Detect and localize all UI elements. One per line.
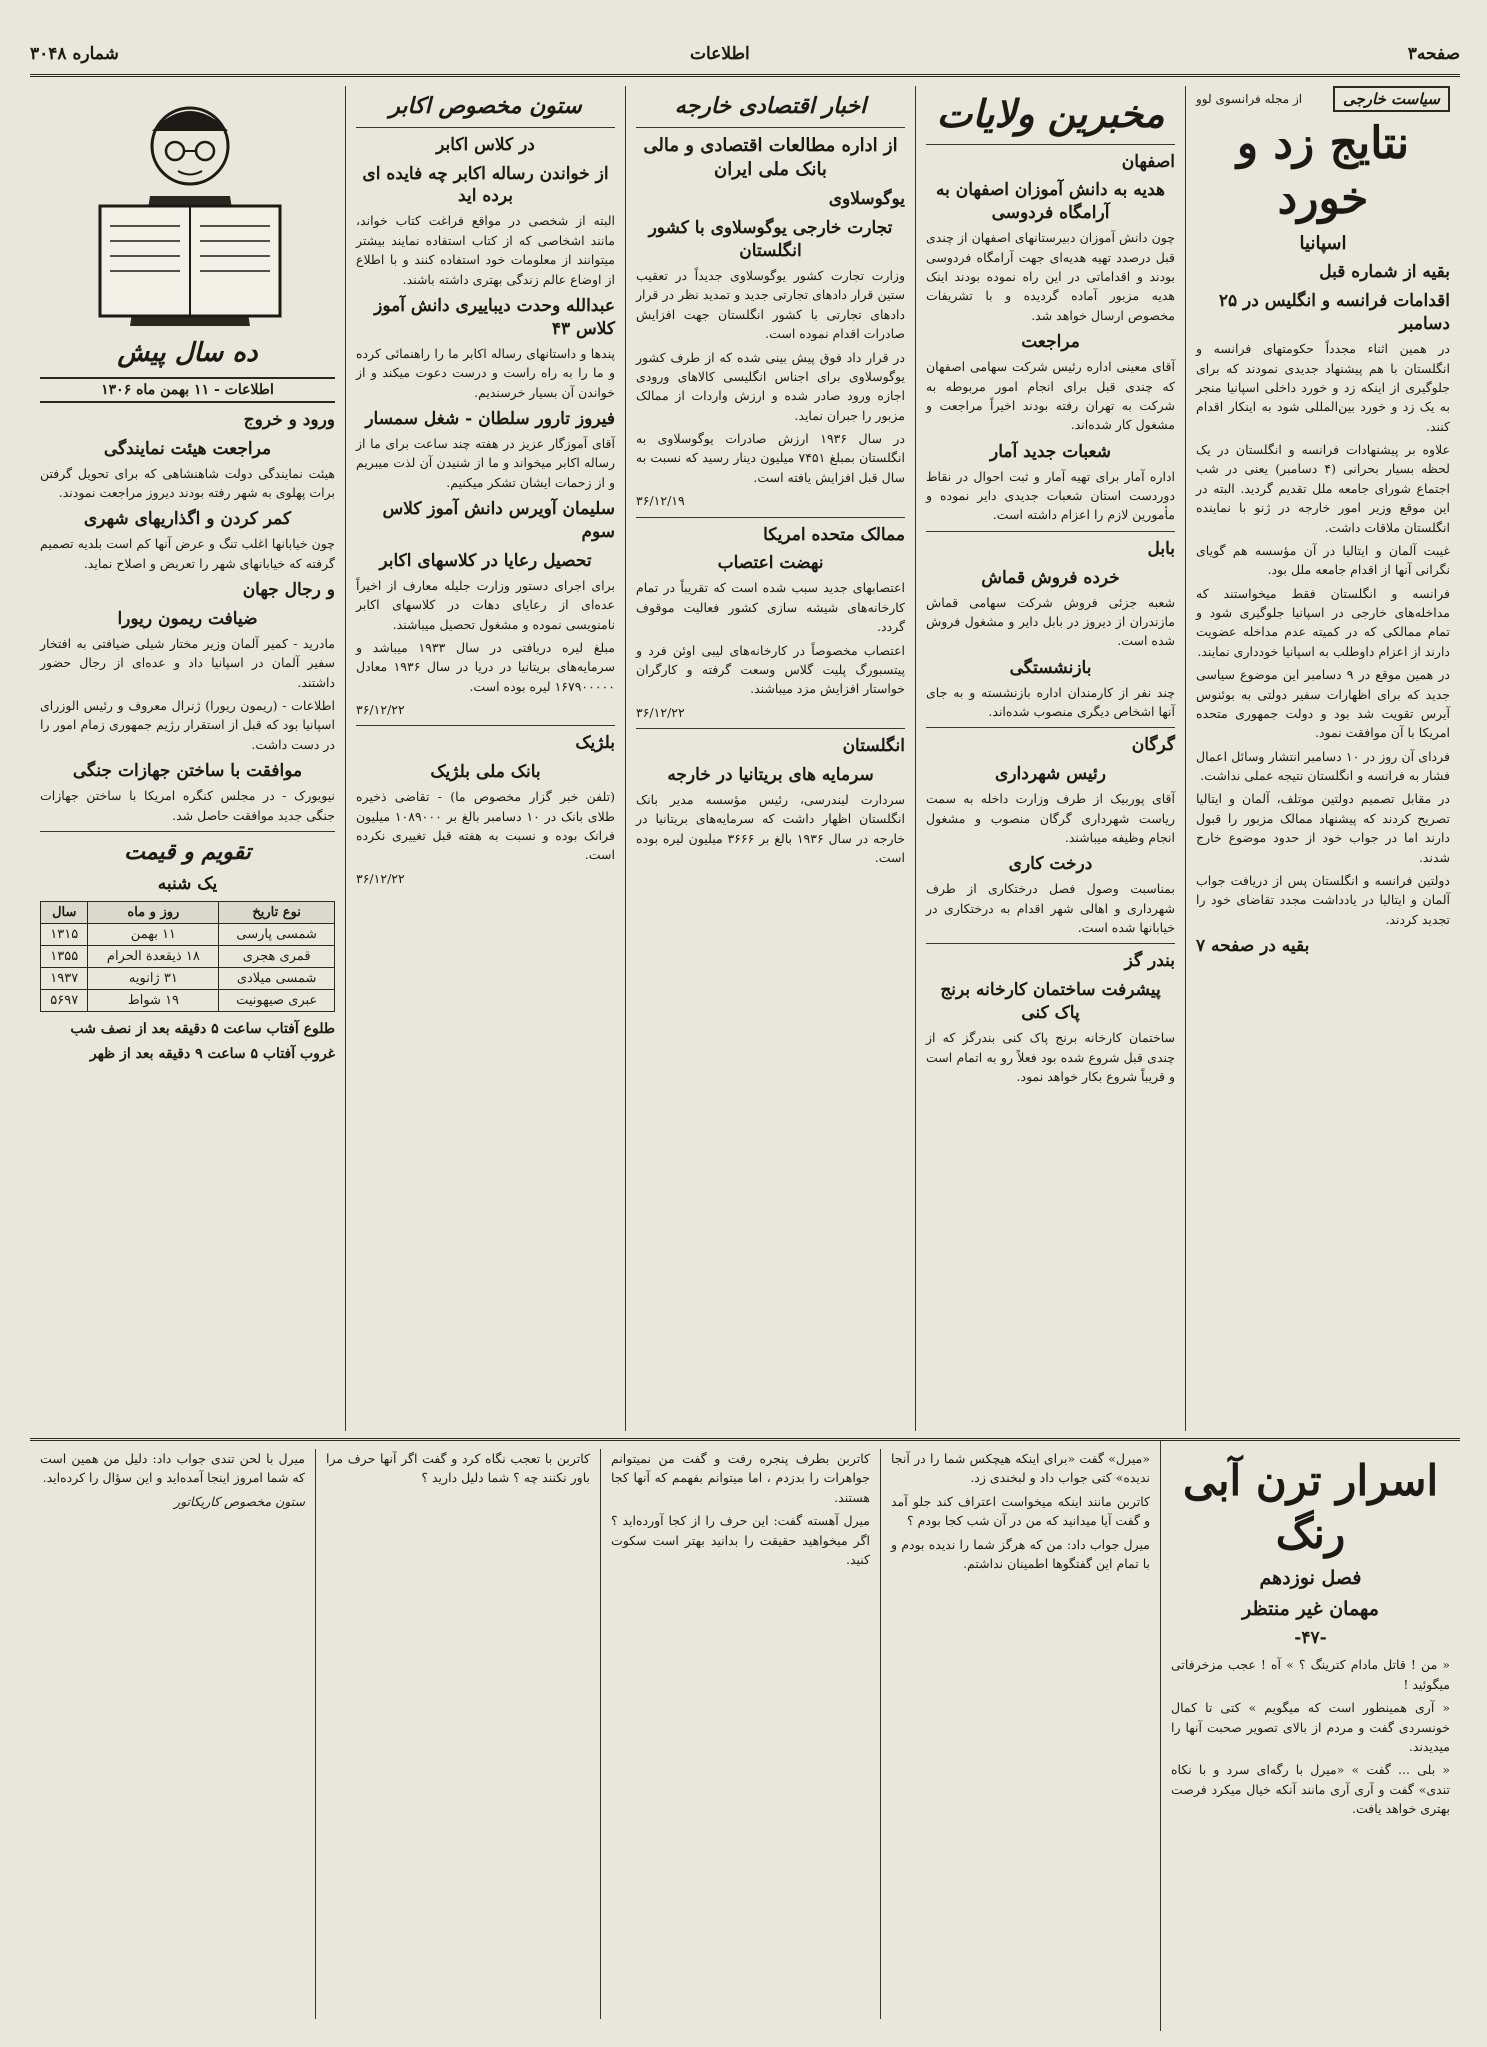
continued-note: بقیه از شماره قبل	[1319, 262, 1450, 283]
city-label: بابل	[1147, 538, 1175, 559]
paragraph: نیویورک - در مجلس کنگره امریکا با ساختن جهازات جنگی جدید موافقت حاصل شد.	[40, 788, 335, 823]
paragraph: پندها و داستانهای رساله اکابر ما را راهنمائی کرده و ما را به راه راست و درست دعوت میکند و از خواندن آن بسیار خرسندیم.	[356, 345, 615, 400]
page-number: صفحه۳	[1407, 44, 1460, 64]
table-cell: عبری صیهونیت	[219, 990, 335, 1012]
weekday: یک شنبه	[157, 873, 218, 894]
table-cell: ۳۱ ژانویه	[88, 968, 219, 990]
city-label: بندر گز	[1124, 951, 1175, 972]
paragraph: میرل جواب داد: من که هرگز شما را ندیده بودم و با تمام این گفتگوها اطمینان نداشتم.	[891, 1536, 1150, 1571]
paragraph: فرانسه و انگلستان فقط میخواستند که مداخله‌های خارجی در اسپانیا جلوگیری شود و تمام ممالکی که در کمیته عدم مداخله عضویت دارند از اعزام داوطلب به اسپانیا خودداری نمایند.	[1196, 585, 1450, 659]
paragraph: فردای آن روز در ۱۰ دسامبر انتشار وسائل اعمال فشار به فرانسه و انگلستان نتیجه عملی نداشت.	[1196, 748, 1450, 784]
paragraph: بمناسبت وصول فصل درختکاری از طرف شهرداری و اهالی شهر اقدام به درختکاری در خیابانها شده است.	[926, 881, 1175, 936]
column-provinces	[915, 86, 1185, 1431]
table-header: سال	[41, 902, 88, 924]
table-cell: ۱۸ ذیقعدة الحرام	[88, 946, 219, 968]
paragraph: ساختمان کارخانه برنج پاک کنی بندرگز که از چندی قبل شروع شده بود فعلاً رو به اتمام است و قریباً شروع بکار خواهد نمود.	[926, 1030, 1175, 1084]
paragraph: (تلفن خبر گزار مخصوص ما) - تقاضی ذخیره طلای بانک در ۱۰ دسامبر بالغ بر ۱۰۸۹۰۰۰ میلیون فرانک بوده و نسبت به هفته قبل تغییری نکرده است.	[356, 789, 615, 863]
source-note: از مجله فرانسوی لوو	[1196, 92, 1303, 106]
paragraph: کاتربن مانند اینکه میخواست اعتراف کند جلو آمد و گفت آیا میدانید که من در آن شب کجا بودم ؟	[891, 1493, 1150, 1529]
city-label: اصفهان	[1121, 151, 1175, 172]
paragraph: « بلی ... گفت » «میرل با رگه‌ای سرد و با نکاه تندی» گفت و آری آری مانند آنکه خیال میکرد فرصت بهتری خواهد یافت.	[1171, 1762, 1450, 1817]
paper-name: اطلاعات	[690, 44, 750, 64]
city-label: گرگان	[1131, 735, 1175, 756]
subheadline: اسپانیا	[1299, 233, 1347, 254]
paragraph: میرل با لحن تندی جواب داد: دلیل من همین است که شما امروز اینجا آمده‌اید و این سؤال را کرده‌اید.	[40, 1451, 305, 1486]
table-cell: ۵۶۹۷	[41, 990, 88, 1012]
paragraph: در همین اثناء مجدداً حکومتهای فرانسه و انگلستان با هم پیشنهاد جدیدی نمودند که برای جلوگیری از اینکه زد و خورد داخلی اسپانیا منجر به یک زد و خورد بین‌المللی شود به اینکار اقدام کنند.	[1196, 341, 1450, 434]
installment-number: -۴۷-	[1294, 1628, 1327, 1649]
article-heading: درخت کاری	[1008, 854, 1093, 875]
sunrise-time: طلوع آفتاب ساعت ۵ دقیقه بعد از نصف شب	[70, 1021, 335, 1038]
paragraph: آقای معینی اداره رئیس شرکت سهامی اصفهان که چندی قبل برای انجام امور مربوطه به شرکت به تهران رفته بودند اخیراً مراجعت و مشغول کار شده‌اند.	[926, 359, 1175, 433]
paragraph: غیبت آلمان و ایتالیا در آن مؤسسه هم گویای نگرانی آنها از اقدام جامعه ملل بود.	[1196, 542, 1450, 578]
paragraph: مبلغ لیره دریافتی در سال ۱۹۳۳ میباشد و سرمایه‌های بریتانیا در دریا در سال ۱۹۳۶ معادل ۱۶۷۹۰۰۰۰۰ لیره بوده است.	[356, 639, 615, 694]
article-heading: کمر کردن و اگذاریهای شهری	[83, 509, 292, 530]
dateline: ۳۶/۱۲/۱۹	[636, 493, 685, 509]
calendar-title: تقویم و قیمت	[124, 838, 251, 865]
country-label: ممالک متحده امریکا	[763, 524, 905, 545]
table-cell: ۱۳۵۵	[41, 946, 88, 968]
paragraph: در سال ۱۹۳۶ ارزش صادرات یوگوسلاوی به انگلستان بمبلغ ۷۴۵۱ میلیون دینار رسید که نسبت به سال قبل افزایش یافته است.	[636, 431, 905, 485]
paragraph: « من ! قاتل مادام کترینگ ؟ » آه ! عجب مزخرفاتی میگوئید !	[1171, 1657, 1450, 1692]
signature: عبدالله وحدت دیباییری دانش آموز کلاس ۴۳	[374, 295, 615, 339]
paragraph: آقای پوربیک از طرف وزارت داخله به سمت ریاست شهرداری گرگان منصوب و مشغول انجام وظیفه میباشند.	[926, 791, 1175, 845]
paragraph: کاتربن با تعجب نگاه کرد و گفت اگر آنها حرف مرا باور نکنند چه ؟ شما دلیل دارید ؟	[326, 1451, 590, 1486]
article-heading: خرده فروش قماش	[981, 567, 1120, 588]
paragraph: در مقابل تصمیم دولتین موتلف، آلمان و ایتالیا تصریح کردند که پیشنهاد ممالک مزبور را قبول دارند اما در جواب خود از حدود موضوع خارج شدند.	[1196, 791, 1450, 865]
paragraph: برای اجرای دستور وزارت جلیله معارف از اخیراً عده‌ای از رعایای دهات در کلاسهای اکابر نامنویسی نموده و مشغول تحصیل میباشند.	[356, 577, 615, 632]
column-title: اخبار اقتصادی خارجه	[674, 93, 867, 119]
table-cell: قمری هجری	[219, 946, 335, 968]
table-row	[41, 968, 335, 990]
serial-story-section	[30, 1438, 1460, 2031]
paragraph: مادرید - کمیر آلمان وزیر مختار شیلی ضیافتی به افتخار سفیر آلمان در اسپانیا داد و عده‌ای از رجال حضور داشتند.	[40, 635, 335, 690]
paragraph: هیئت نمایندگی دولت شاهنشاهی که برای تحویل گرفتن برات پهلوی به شهر رفته بودند دیروز مراجعت نمودند.	[40, 465, 335, 501]
section-label: و رجال جهان	[242, 580, 335, 601]
dateline: ۳۶/۱۲/۲۲	[636, 704, 685, 720]
serial-text-column	[315, 1449, 600, 2019]
article-heading: هدیه به دانش آموزان اصفهان به آرامگاه فردوسی	[935, 180, 1165, 224]
article-heading: پیشرفت ساختمان کارخانه برنج پاک کنی	[940, 980, 1161, 1024]
paragraph: اداره آمار برای تهیه آمار و ثبت احوال در نقاط دوردست استان شعبات جدیدی دایر نموده و مأمورین لازم را اعزام داشته است.	[926, 468, 1175, 523]
issue-number: شماره ۳۰۴۸	[30, 44, 119, 64]
section-label: ورود و خروج	[243, 409, 335, 430]
article-heading: موافقت با ساختن جهازات جنگی	[72, 761, 303, 782]
article-heading: مراجعت هیئت نمایندگی	[103, 438, 272, 459]
paragraph: دولتین فرانسه و انگلستان پس از دریافت جواب آلمان و ایتالیا در یادداشت مجدد تقاضای خود را تجدید کردند.	[1196, 872, 1450, 927]
reading-man-icon	[40, 86, 335, 331]
headline: نتایج زد و خورد	[1236, 118, 1410, 224]
paragraph: چون دانش آموزان دبیرستانهای اصفهان از چندی قبل درصدد تهیه هدیه‌ای جهت آرامگاه فردوسی بودند و اقداماتی در این راه نموده بودند اینک هدیه مزبور آماده گردیده و با تشریفات مخصوص ارسال خواهد شد.	[926, 230, 1175, 323]
source-heading: از اداره مطالعات اقتصادی و مالی بانک ملی ایران	[643, 134, 898, 180]
serial-text-column	[880, 1449, 1160, 2019]
table-header: روز و ماه	[88, 902, 219, 924]
column-title: مخبرین ولایات	[936, 91, 1165, 136]
article-heading: شعبات جدید آمار	[990, 441, 1111, 462]
paragraph: در همین موقع در ۹ دسامبر این موضوع سیاسی جدید که برای اظهارات سفیر دولتی به بوئنوس آیرس تقویت شد بود و دولت جمهوری متحده امریکا با آن موافقت نمود.	[1196, 667, 1450, 741]
sunset-time: غروب آفتاب ۵ ساعت ۹ دقیقه بعد از ظهر	[89, 1046, 335, 1063]
column-adult-education	[345, 86, 625, 1431]
paragraph: وزارت تجارت کشور یوگوسلاوی جدیداً در تعقیب ستین قرار دادهای تجارتی جدید و تمدید نظر در قرار دادهای تجارتی با کشور انگلستان جهت افزایش صادرات اقدام نموده است.	[636, 268, 905, 342]
dateline: ۳۶/۱۲/۲۲	[356, 870, 405, 886]
paragraph: اعتصاب مخصوصاً در کارخانه‌های لیبی اوئن فرد و پیتسبورگ پلیت گلاس وسعت گرفته و کارگران خواستار افزایش مزد میباشند.	[636, 642, 905, 697]
table-cell: ۱۹۳۷	[41, 968, 88, 990]
table-cell: شمسی میلادی	[219, 968, 335, 990]
cartoon-illustration	[40, 86, 335, 331]
chapter-label: فصل نوزدهم	[1259, 1567, 1362, 1589]
country-label: بلژیک	[575, 733, 615, 754]
paragraph: البته از شخصی در مواقع فراغت کتاب خواند، مانند اشخاصی که از کتاب استفاده نمایند بیشتر میتوانند از معلومات خود استفاده کنند و با اطلاع از اوضاع عالم زندگی بهتری داشته باشند.	[356, 213, 615, 287]
article-subhead: اقدامات فرانسه و انگلیس در ۲۵ دسامبر	[1218, 291, 1450, 335]
article-heading: بازنشستگی	[1009, 657, 1092, 678]
dateline: ۳۶/۱۲/۲۲	[356, 702, 405, 718]
country-label: یوگوسلاوی	[828, 189, 905, 210]
cartoon-caption: ستون مخصوص کاریکاتور	[174, 1493, 305, 1509]
calendar-table	[40, 901, 335, 1012]
column-title: ده سال پیش	[117, 338, 258, 368]
article-heading: بانک ملی بلژیک	[430, 762, 541, 783]
section-label: سیاست خارجی	[1333, 86, 1450, 112]
article-heading: ضیافت ریمون ریورا	[117, 609, 258, 630]
column-economic-news	[625, 86, 915, 1431]
paragraph: اطلاعات - (ریمون ریورا) ژنرال معروف و رئیس الوزرای اسپانیا بود که قبل از استقرار رژیم جمهوری زمام امور را در دست داشت.	[40, 698, 335, 752]
paragraph: « آری همینطور است که میگویم » کتی تا کمال خونسردی گفت و مردم از بالای تصویر صحبت آنها را میدیدند.	[1171, 1700, 1450, 1754]
table-cell: ۱۹ شواط	[88, 990, 219, 1012]
serial-text-column	[30, 1449, 315, 2019]
paragraph: آقای آموزگار عزیز در هفته چند ساعت برای ما از رساله اکابر میخواند و ما از شنیدن آن لذت میبریم و از زحمات ایشان تشکر میکنیم.	[356, 435, 615, 490]
paragraph: «میرل» گفت «برای اینکه هیچکس شما را در آنجا ندیده» کتی جواب داد و لبخندی زد.	[891, 1451, 1150, 1486]
paragraph: در قرار داد فوق پیش بینی شده که از طرف کشور یوگوسلاوی برای اجناس انگلیسی کالاهای ورودی اجازه ورود صادر شده و ارزش واردات از ممالک مزبور را جبران نماید.	[636, 349, 905, 423]
serial-text-column	[600, 1449, 880, 2019]
paragraph: میرل آهسته گفت: این حرف را از کجا آورده‌اید ؟ اگر میخواهید حقیقت را بدانید بهتر است سکوت کنید.	[611, 1513, 870, 1567]
article-heading: مراجعت	[1021, 332, 1080, 353]
article-heading: در کلاس اکابر	[436, 134, 535, 155]
article-heading: سرمایه های بریتانیا در خارجه	[667, 764, 874, 785]
signature: فیروز تارور سلطان - شغل سمسار	[365, 408, 615, 429]
paragraph: اعتصابهای جدید سبب شده است که تقریباً در تمام کارخانه‌های شیشه سازی کشور فعالیت موقوف گردد.	[636, 580, 905, 635]
paragraph: کاتربن بطرف پنجره رفت و گفت من نمیتوانم جواهرات را بدزدم ، اما میتوانم بفهمم که آنها کجا هستند.	[611, 1451, 870, 1505]
table-cell: ۱۳۱۵	[41, 924, 88, 946]
column-foreign-politics	[1185, 86, 1460, 1431]
column-title: ستون مخصوص اکابر	[389, 93, 582, 119]
table-row	[41, 946, 335, 968]
article-heading: تحصیل رعایا در کلاسهای اکابر	[379, 550, 592, 571]
article-heading: تجارت خارجی یوگوسلاوی با کشور انگلستان	[648, 218, 893, 262]
table-cell: شمسی پارسی	[219, 924, 335, 946]
table-cell: ۱۱ بهمن	[88, 924, 219, 946]
paragraph: شعبه جزئی فروش شرکت سهامی قماش مازندران از دیروز در بابل دایر و مشغول فروش شده است.	[926, 594, 1175, 649]
paragraph: علاوه بر پیشنهادات فرانسه و انگلستان در یک لحظه بسیار بحرانی (۴ دسامبر) یعنی در شب اجتماع شورای جامعه ملل تقدیم گردید. البته در این موقع وزیر امور خارجه در ژنو با نماینده انگلستان ملاقات داشت.	[1196, 442, 1450, 535]
continued-link: بقیه در صفحه ۷	[1196, 936, 1310, 957]
country-label: انگلستان	[842, 736, 905, 756]
table-header: نوع تاریخ	[219, 902, 335, 924]
newspaper-page	[30, 38, 1460, 2028]
dateline-bar: اطلاعات - ۱۱ بهمن ماه ۱۳۰۶	[40, 377, 335, 403]
chapter-subtitle: مهمان غیر منتظر	[1242, 1597, 1379, 1620]
article-heading: از خواندن رساله اکابر چه فایده ای برده اید	[362, 163, 609, 207]
paragraph: سردارت لیندرسی، رئیس مؤسسه مدیر بانک انگلستان اظهار داشت که سرمایه‌های بریتانیا در خارجه در سال ۱۹۳۶ بالغ بر ۳۶۶۶ میلیون لیره بوده است.	[636, 791, 906, 865]
paragraph: چند نفر از کارمندان اداره بازنشسته و به جای آنها اشخاص دیگری منصوب شده‌اند.	[926, 684, 1175, 719]
article-heading: نهضت اعتصاب	[717, 553, 824, 574]
article-heading: رئیس شهرداری	[995, 764, 1106, 785]
paragraph: چون خیابانها اغلب تنگ و عرض آنها کم است بلدیه تصمیم گرفته که خیابانهای شهر را تعریض و اصلاح نماید.	[40, 536, 335, 571]
serial-title-column	[1160, 1441, 1460, 2031]
table-row	[41, 924, 335, 946]
serial-title: اسرار ترن آبی رنگ	[1182, 1456, 1439, 1558]
column-ten-years-ago	[30, 86, 345, 1431]
signature: سلیمان آویرس دانش آموز کلاس سوم	[382, 498, 615, 542]
table-row	[41, 990, 335, 1012]
masthead-bar	[30, 38, 1460, 77]
